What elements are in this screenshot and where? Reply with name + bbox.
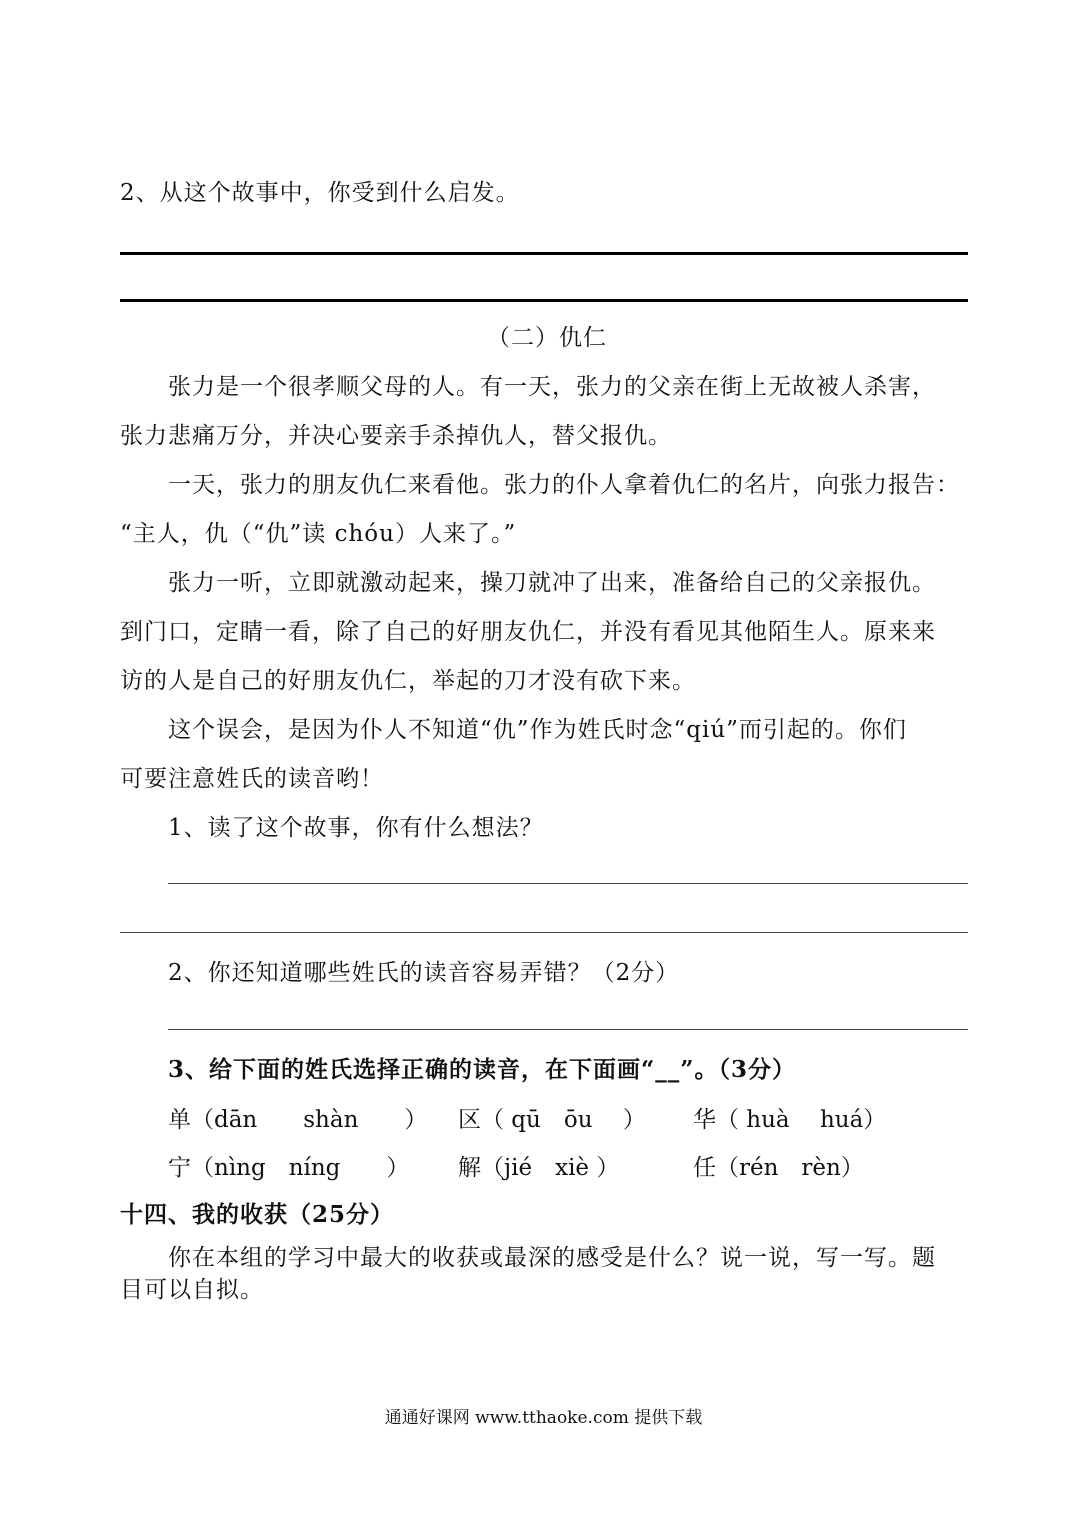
answer-line — [120, 932, 968, 933]
paragraph-line: 可要注意姓氏的读音哟！ — [120, 766, 384, 792]
pinyin-option: 任（rén rèn） — [693, 1155, 864, 1181]
answer-line — [168, 883, 968, 884]
section-14-title: 十四、我的收获（25分） — [120, 1201, 395, 1228]
answer-line — [120, 252, 968, 255]
paragraph-line: 张力悲痛万分，并决心要亲手杀掉仇人，替父报仇。 — [120, 423, 672, 449]
paragraph-line: 一天，张力的朋友仇仁来看他。张力的仆人拿着仇仁的名片，向张力报告： — [168, 472, 960, 498]
question-2-prompt: 2、从这个故事中，你受到什么启发。 — [120, 180, 520, 206]
pinyin-option: 区（ qū ōu ） — [458, 1107, 646, 1133]
footer-credit: 通通好课网 www.tthaoke.com 提供下载 — [384, 1408, 703, 1428]
question-3: 3、给下面的姓氏选择正确的读音，在下面画“__”。（3分） — [168, 1056, 796, 1083]
paragraph-line: 这个误会，是因为仆人不知道“仇”作为姓氏时念“qiú”而引起的。你们 — [168, 717, 907, 743]
question-1: 1、读了这个故事，你有什么想法？ — [168, 815, 544, 841]
paragraph-line: 到门口，定睛一看，除了自己的好朋友仇仁，并没有看见其他陌生人。原来来 — [120, 619, 936, 645]
answer-line — [168, 1029, 968, 1030]
paragraph-line: “主人，仇（“仇”读 chóu）人来了。” — [120, 521, 517, 547]
question-2: 2、你还知道哪些姓氏的读音容易弄错？（2分） — [168, 960, 680, 986]
paragraph-line: 张力一听，立即就激动起来，操刀就冲了出来，准备给自己的父亲报仇。 — [168, 570, 936, 596]
paragraph-line: 访的人是自己的好朋友仇仁，举起的刀才没有砍下来。 — [120, 668, 696, 694]
answer-line — [120, 299, 968, 302]
story-title: （二）仇仁 — [487, 325, 607, 351]
section-14-text: 目可以自拟。 — [120, 1277, 264, 1303]
pinyin-option: 单（dān shàn ） — [168, 1107, 428, 1133]
pinyin-option: 华（ huà huá） — [693, 1107, 887, 1133]
paragraph-line: 张力是一个很孝顺父母的人。有一天，张力的父亲在街上无故被人杀害， — [168, 374, 936, 400]
pinyin-option: 解（jié xiè ） — [458, 1155, 620, 1181]
pinyin-option: 宁（nìng níng ） — [168, 1155, 410, 1181]
section-14-text: 你在本组的学习中最大的收获或最深的感受是什么？说一说，写一写。题 — [168, 1245, 936, 1271]
